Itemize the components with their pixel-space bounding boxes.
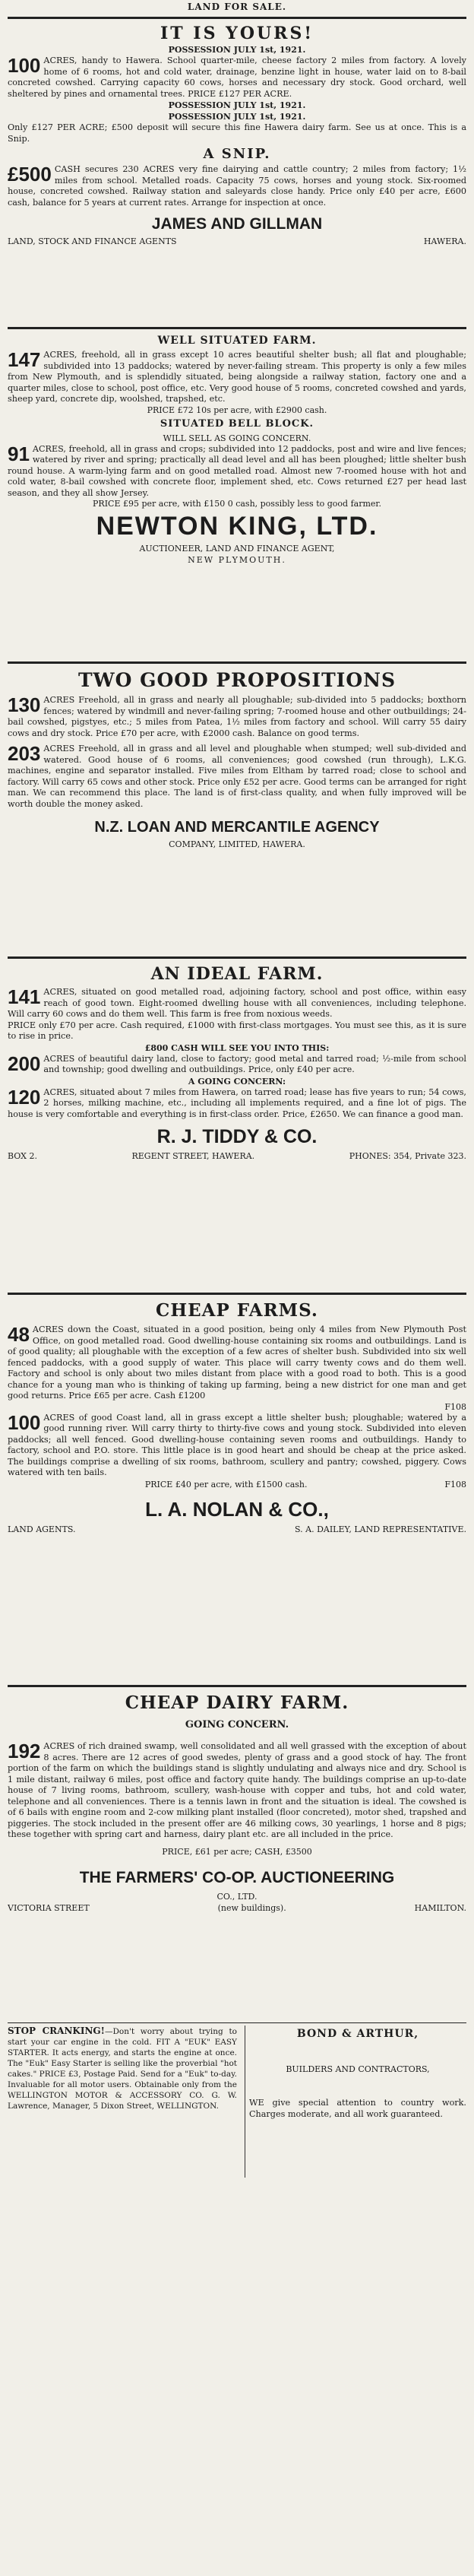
listing xyxy=(8,695,466,739)
ad-well-situated-farm xyxy=(8,332,466,658)
ad-headline: WELL SITUATED FARM. xyxy=(157,335,317,347)
listing xyxy=(8,350,466,405)
separator xyxy=(8,2022,466,2023)
possession-line: POSSESSION JULY 1st, 1921. xyxy=(168,100,306,110)
possession-line: POSSESSION JULY 1st, 1921. xyxy=(168,45,306,55)
agent-name: N.Z. LOAN AND MERCANTILE AGENCY xyxy=(94,819,380,836)
listing-text: ACRES Freehold, all in grass and all level and ploughable when stumped; well sub-divided and watered. Good house of 6 rooms, all conveniences; good cowshed (run through), L.K.G. machines, engine and separator installed. Five miles from Eltham by tarred road; close to school and factory. Will carry 65 cows and other stock. Price only £52 per acre. Good terms can be arranged for right man. We can recommend this place. The land is of first-class quality, and when fully improved will be worth double the money asked. xyxy=(8,744,466,809)
listing-acres: 147 xyxy=(8,348,41,371)
agent-name: R. J. TIDDY & CO. xyxy=(156,1126,318,1147)
listing-acres: 91 xyxy=(8,442,30,465)
listing-acres: 120 xyxy=(8,1085,41,1109)
listing-text: ACRES of beautiful dairy land, close to factory; good metal and tarred road; ½-mile from school and township; good dwelling and outbuildings. Price, only £40 per acre. xyxy=(43,1053,466,1074)
agent-street: VICTORIA STREET xyxy=(8,1902,90,1913)
firm-trade: BUILDERS AND CONTRACTORS, xyxy=(286,2064,430,2074)
ad-text: —Don't worry about trying to start your car engine in the cold. FIT A "EUK" EASY STARTER. It acts energy, and starts the engine at once. The "Euk" Easy Starter is selling like the proverbial "hot cakes." PRICE £3, Postage Paid. Send for a "Euk" to-day. Invaluable for all motor users. Obtainable only from the WELLINGTON MOTOR & ACCESSORY CO. G. W. Lawrence, Manager, 5 Dixon Street, WELLINGTON. xyxy=(8,2027,237,2111)
listing-price: PRICE, £61 per acre; CASH, £3500 xyxy=(162,1846,312,1857)
agent-details xyxy=(8,1524,466,1535)
listing-text: ACRES, situated on good metalled road, adjoining factory, school and post office, within easy reach of good town. Eight-roomed dwelling house with all conveniences, including telephone. Will carry 60 cows and do them well. This farm is free from noxious weeds. xyxy=(8,987,466,1019)
masthead xyxy=(8,0,466,17)
agent-description: LAND AGENTS. xyxy=(8,1524,76,1534)
listing xyxy=(8,987,466,1020)
closing-text: Only £127 PER ACRE; £500 deposit will secure this fine Hawera dairy farm. See us at once. This is a Snip. xyxy=(8,122,466,144)
ad-headline: AN IDEAL FARM. xyxy=(150,964,324,984)
ad-headline: CHEAP DAIRY FARM. xyxy=(125,1692,349,1713)
listing-acres: 130 xyxy=(8,693,41,716)
agent-name: NEWTON KING, LTD. xyxy=(96,512,378,541)
listing-acres: 48 xyxy=(8,1323,30,1346)
separator xyxy=(8,956,466,959)
ad-headline: TWO GOOD PROPOSITIONS xyxy=(77,669,397,691)
listing xyxy=(8,164,466,208)
listing xyxy=(8,1741,466,1841)
ad-stop-cranking xyxy=(8,2026,242,2178)
listing-text: ACRES, handy to Hawera. School quarter-mile, cheese factory 2 miles from factory. A lovely home of 6 rooms, hot and cold water, drainage, benzine light in house, water laid on to 8-bail concreted cowshed. Carrying capacity 60 cows, horses and necessary dry stock. Good orchard, well sheltered by pines and ornamental trees. PRICE £127 PER ACRE. xyxy=(8,56,466,99)
ad-subheadline: A GOING CONCERN: xyxy=(188,1076,286,1087)
listing-text: ACRES of good Coast land, all in grass except a little shelter bush; ploughable; watered by a good running river. Will carry thirty to thirty-five cows and young stock. Subdivided into eleven paddocks; all well fenced. Good dwelling-house containing seven rooms and outbuildings. Handy to factory, school and P.O. store. This little place is in good heart and should be cheap at the price asked. The buildings comprise a dwelling of six rooms, bathroom, scullery and pantry; cowshed, piggery. Cows watered with ten bails. xyxy=(8,1412,466,1477)
agent-name: THE FARMERS' CO-OP. AUCTIONEERING xyxy=(79,1868,395,1886)
masthead-title: LAND FOR SALE. xyxy=(187,2,287,12)
ad-cheap-farms xyxy=(8,1297,466,1682)
agent-town: HAMILTON. xyxy=(414,1902,466,1913)
agent-name: L. A. NOLAN & CO., xyxy=(145,1497,329,1521)
ad-ideal-farm xyxy=(8,961,466,1290)
agent-town: HAWERA. xyxy=(423,236,466,246)
newspaper-page xyxy=(8,0,466,2576)
listing-ref: F108 xyxy=(444,1479,466,1489)
agent-description: AUCTIONEER, LAND AND FINANCE AGENT, xyxy=(139,544,335,554)
listing-text: ACRES down the Coast, situated in a good position, being only 4 miles from New Plymouth Post Office, on good metalled road. Good dwelling-house containing six rooms and outbuildings. Land is of good quality; all ploughable with the exception of a few acres of shelter bush. Subdivided into six well fenced paddocks, with a good supply of water. This place will carry twenty cows and do them well. Factory and school is only about two miles distant from place with a good road to both. This is a good chance for a young man who is thinking of taking up farming, being a new district for one man and get good returns. Price £65 per acre. Cash £1200 xyxy=(8,1324,466,1401)
ad-subheadline: SITUATED BELL BLOCK. xyxy=(160,417,314,430)
listing xyxy=(8,56,466,100)
ad-subheadline: £800 CASH WILL SEE YOU INTO THIS: xyxy=(144,1042,330,1053)
listing-acres: 100 xyxy=(8,54,41,77)
separator xyxy=(8,327,466,329)
agent-details xyxy=(8,1902,466,1914)
separator xyxy=(8,1685,466,1687)
ad-cheap-dairy-farm xyxy=(8,1689,466,2019)
agent-town: NEW PLYMOUTH. xyxy=(188,555,286,565)
ad-it-is-yours xyxy=(8,23,466,324)
listing xyxy=(8,444,466,500)
listing xyxy=(8,1054,466,1076)
listing-acres: 100 xyxy=(8,1410,41,1434)
agent-box: BOX 2. xyxy=(8,1151,37,1161)
agent-name: JAMES AND GILLMAN xyxy=(151,215,323,233)
ad-subheadline: A SNIP. xyxy=(203,146,271,162)
listing-text: ACRES, freehold, all in grass except 10 acres beautiful shelter bush; all flat and ploughable; subdivided into 13 paddocks; watered by never-failing stream. This property is only a few miles from New Plymouth, and is splendidly situated, being alongside a railway station, factory one and a quarter miles, close to school, post office, etc. Very good house of 5 rooms, concreted cowshed and yards, sheep yard, concrete dip, woolshed, trapshed, etc. xyxy=(8,350,466,404)
agent-details xyxy=(8,1150,466,1162)
agent-phones: PHONES: 354, Private 323. xyxy=(349,1151,466,1161)
separator xyxy=(8,1293,466,1295)
listing-ref: F108 xyxy=(444,1401,466,1412)
agent-street: REGENT STREET, HAWERA. xyxy=(131,1151,255,1161)
bottom-ads xyxy=(8,2026,466,2178)
agent-details xyxy=(8,236,466,247)
ad-headline: IT IS YOURS! xyxy=(160,24,314,43)
listing-price: PRICE £95 per acre, with £150 0 cash, possibly less to good farmer. xyxy=(93,499,381,509)
listing-price: PRICE £72 10s per acre, with £2900 cash. xyxy=(147,404,327,415)
listing xyxy=(8,1324,466,1402)
ad-two-good-propositions xyxy=(8,666,466,953)
agent-suffix: CO., LTD. xyxy=(216,1891,258,1902)
ad-subheadline: GOING CONCERN. xyxy=(185,1719,289,1731)
ad-headline: CHEAP FARMS. xyxy=(156,1300,318,1321)
listing-price-row xyxy=(8,1479,466,1490)
listing-acres: 203 xyxy=(8,742,41,765)
listing xyxy=(8,1087,466,1121)
ad-headline: STOP CRANKING! xyxy=(8,2026,105,2036)
agent-description: LAND, STOCK AND FINANCE AGENTS xyxy=(8,236,177,246)
separator xyxy=(8,661,466,664)
listing-text: CASH secures 230 ACRES very fine dairying and cattle country; 2 miles from factory; 1½ miles from school. Metalled roads. Capacity 75 cows, horses and young stock. Six-roomed house, concreted cowshed. Railway station and saleyards close handy. Price only £40 per acre, £600 cash, balance for 5 years at current rates. Arrange for inspection at once. xyxy=(8,164,466,208)
agent-description: COMPANY, LIMITED, HAWERA. xyxy=(169,839,305,849)
listing-acres: 200 xyxy=(8,1052,41,1075)
listing-text: ACRES of rich drained swamp, well consolidated and all well grassed with the exception of about 8 acres. There are 12 acres of good swedes, plenty of grass and a good stock of hay. The front portion of the farm on which the buildings stand is slightly undulating and always nice and dry. School is 1 mile distant, railway 6 miles, post office and factory quite handy. The buildings comprise an up-to-date house of 7 living rooms, bathroom, scullery, wash-house with copper and tubs, hot and cold water, telephone and all conveniences. There is a tennis lawn in front and the situation is ideal. The cowshed is of 6 bails with engine room and 2-cow milking plant installed (floor concreted), motor shed, trapshed and piggeries. The stock included in the present offer are 46 milking cows, 30 yearlings, 1 horse and 8 pigs; these together with spring cart and harness, dairy plant etc. are all included in the price. xyxy=(8,1741,466,1839)
agent-representative: S. A. DAILEY, LAND REPRESENTATIVE. xyxy=(295,1524,466,1534)
listing xyxy=(8,744,466,810)
firm-name: BOND & ARTHUR, xyxy=(296,2028,419,2040)
listing-price: PRICE £40 per acre, with £1500 cash. xyxy=(144,1479,308,1489)
ad-note: WILL SELL AS GOING CONCERN. xyxy=(163,433,311,443)
euk-starter-ad xyxy=(8,2026,237,2111)
ad-bond-arthur xyxy=(249,2026,466,2178)
listing xyxy=(8,1410,466,1479)
listing-text: ACRES, situated about 7 miles from Hawera, on tarred road; lease has five years to run; 54 cows, 2 horses, milking machine, etc., including all implements required, and a fine lot of pigs. The house is very comfortable and everything is in first-class order. Price, £2650. We can finance a good man. xyxy=(8,1087,466,1119)
ad-text: WE give special attention to country work. Charges moderate, and all work guaranteed. xyxy=(249,2098,466,2119)
listing-price: £500 xyxy=(8,163,52,186)
listing-price: PRICE only £70 per acre. Cash required, £1000 with first-class mortgages. You must see this, as it is sure to rise in price. xyxy=(8,1020,466,1041)
possession-line: POSSESSION JULY 1st, 1921. xyxy=(168,112,306,122)
listing-acres: 141 xyxy=(8,985,41,1008)
separator xyxy=(8,17,466,19)
listing-acres: 192 xyxy=(8,1740,41,1762)
agent-note: (new buildings). xyxy=(217,1902,286,1913)
listing-text: ACRES, freehold, all in grass and crops; subdivided into 12 paddocks, post and wire and live fences; watered by river and spring; practically all dead level and all has been ploughed; little shelter bush round house. A warm-lying farm and on good metalled road. Almost new 7-roomed house with hot and cold water, 8-bail cowshed with concrete floor, implement shed, etc. Cows returned £27 per head last season, and they all show Jersey. xyxy=(8,443,466,498)
listing-text: ACRES Freehold, all in grass and nearly all ploughable; sub-divided into 5 paddocks; boxthorn fences; watered by windmill and never-failing spring; 7-roomed house and other outbuildings; 24-bail cowshed, pigstyes, etc.; 5 miles from Patea, 1½ miles from factory and school. Will carry 55 dairy cows and dry stock. Price £70 per acre, with £2000 cash. Balance on good terms. xyxy=(8,695,466,738)
